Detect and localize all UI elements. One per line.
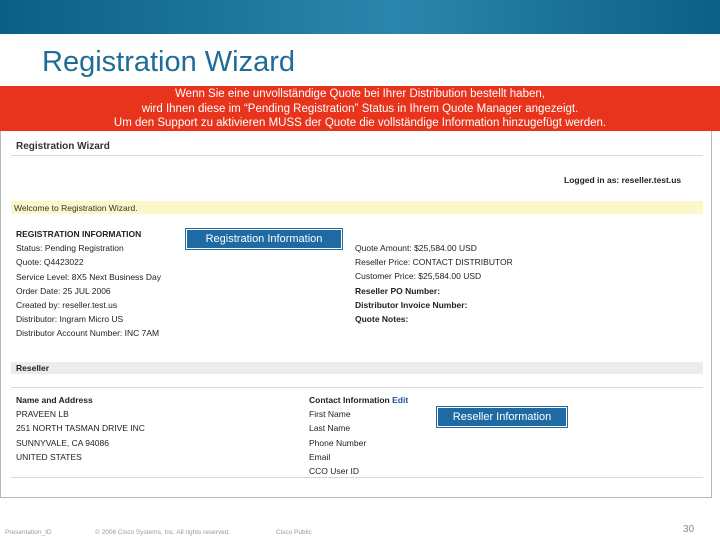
field-status: Status: Pending Registration (16, 243, 124, 254)
address-line: UNITED STATES (16, 451, 82, 462)
name-address-heading: Name and Address (16, 395, 93, 405)
registration-info-left (16, 227, 161, 341)
address-line: SUNNYVALE, CA 94086 (16, 437, 109, 448)
field-distributor-invoice: Distributor Invoice Number: (355, 299, 468, 310)
reseller-information-callout: Reseller Information (437, 407, 567, 427)
field-order-date: Order Date: 25 JUL 2006 (16, 285, 111, 296)
banner-line-2: wird Ihnen diese im “Pending Registration” Status in Ihrem Quote Manager angezeigt. (141, 102, 579, 115)
registration-information-callout: Registration Information (186, 229, 342, 249)
field-customer-price: Customer Price: $25,584.00 USD (355, 271, 482, 282)
field-service-level: Service Level: 8X5 Next Business Day (16, 271, 162, 282)
reseller-heading: Reseller (16, 363, 50, 373)
slide-header-bar (0, 0, 720, 34)
logged-in-status: Logged in as: reseller.test.us (564, 175, 682, 185)
page-number: 30 (683, 524, 695, 535)
slide-title: Registration Wizard (42, 46, 296, 78)
registration-heading: REGISTRATION INFORMATION (16, 229, 142, 239)
divider (11, 387, 703, 388)
banner-line-1: Wenn Sie eine unvollständige Quote bei Ihrer Distribution bestellt haben, (175, 88, 545, 100)
field-reseller-price: Reseller Price: CONTACT DISTRIBUTOR (355, 257, 513, 268)
field-distributor-account: Distributor Account Number: INC 7AM (16, 328, 160, 339)
contact-email: Email (309, 451, 331, 462)
contact-first-name: First Name (309, 409, 351, 420)
info-banner (0, 86, 720, 131)
contact-cco-user-id: CCO User ID (309, 466, 360, 477)
address-line: PRAVEEN LB (16, 409, 69, 420)
contact-heading: Contact Information (309, 395, 390, 405)
registration-info-right (355, 241, 513, 326)
field-quote-amount: Quote Amount: $25,584.00 USD (355, 243, 477, 253)
contact-edit-link[interactable]: Edit (392, 395, 409, 405)
divider (11, 477, 703, 478)
footer-presentation-id: Presentation_ID (5, 529, 52, 536)
field-distributor: Distributor: Ingram Micro US (16, 314, 124, 325)
footer-classification: Cisco Public (276, 529, 312, 536)
address-line: 251 NORTH TASMAN DRIVE INC (16, 423, 145, 434)
contact-last-name: Last Name (309, 423, 351, 434)
divider (11, 155, 703, 156)
reseller-contact (309, 393, 408, 478)
field-created-by: Created by: reseller.test.us (16, 300, 118, 311)
banner-line-3: Um den Support zu aktivieren MUSS der Quote die vollständige Information hinzugefügt werden. (113, 117, 607, 129)
wizard-title: Registration Wizard (16, 141, 110, 152)
field-quote: Quote: Q4423022 (16, 257, 84, 268)
footer-copyright: © 2006 Cisco Systems, Inc. All rights reserved. (95, 529, 231, 536)
wizard-screenshot (0, 131, 712, 498)
field-quote-notes: Quote Notes: (355, 314, 409, 325)
welcome-message: Welcome to Registration Wizard. (14, 203, 138, 213)
field-reseller-po: Reseller PO Number: (355, 285, 441, 296)
reseller-section-bar (11, 362, 703, 374)
reseller-address (16, 393, 145, 464)
contact-phone: Phone Number (309, 437, 367, 448)
